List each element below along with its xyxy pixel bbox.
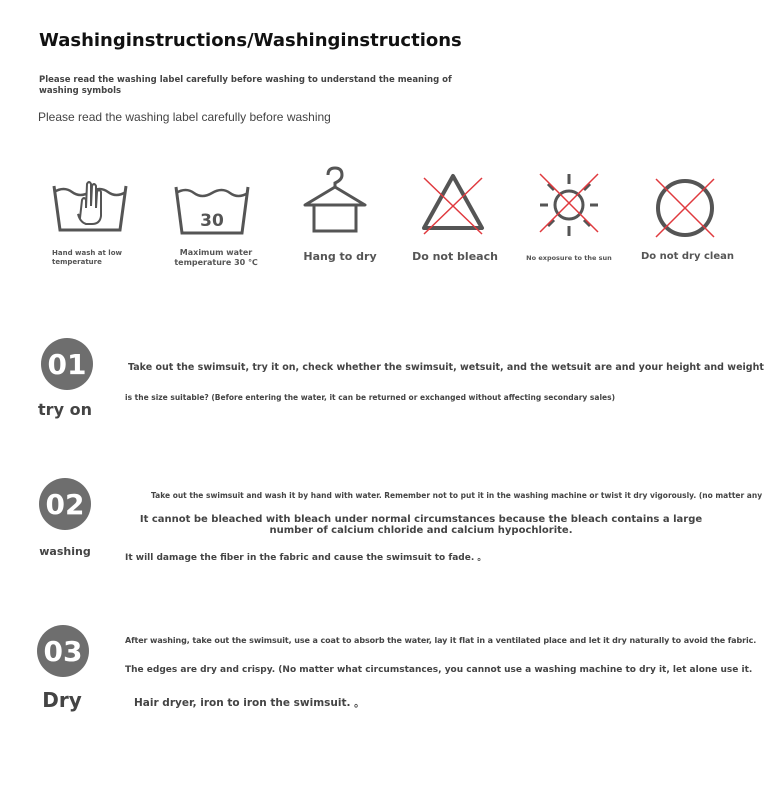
hand-wash-icon (50, 178, 130, 242)
page-subtitle: Please read the washing label carefully before washing to understand the meaning of washing symbols (39, 75, 452, 96)
step-3-line-3: Hair dryer, iron to iron the swimsuit. 。 (134, 697, 365, 709)
hand-wash-caption: Hand wash at low temperature (52, 249, 122, 266)
no-sun-caption: No exposure to the sun (526, 254, 612, 262)
step-2-line-1: Take out the swimsuit and wash it by hand with water. Remember not to put it in the washing machine or twist it dry vigorously. (no matter any (151, 491, 763, 500)
step-1-line-1: Take out the swimsuit, try it on, check whether the swimsuit, wetsuit, and the wetsuit are and your height and weight (128, 362, 764, 373)
step-1-label: try on (38, 400, 92, 419)
no-bleach-icon (420, 172, 486, 240)
page-subtitle-secondary: Please read the washing label carefully before washing (38, 110, 331, 124)
step-1-line-2: is the size suitable? (Before entering the water, it can be returned or exchanged without affecting secondary sales) (125, 393, 616, 402)
no-bleach-caption: Do not bleach (412, 250, 498, 263)
no-dry-clean-icon (652, 175, 718, 245)
max-temp-caption: Maximum water temperature 30 ℃ (174, 248, 258, 267)
step-2-line-3: It will damage the fiber in the fabric and cause the swimsuit to fade. 。 (125, 553, 487, 563)
hanger-icon (300, 165, 370, 239)
max-temp-30-icon (172, 183, 252, 245)
step-1-number: 01 (41, 338, 93, 390)
step-3-number: 03 (37, 625, 89, 677)
page-title: Washinginstructions/Washinginstructions (39, 30, 462, 51)
step-3-label: Dry (42, 688, 82, 712)
no-dry-clean-caption: Do not dry clean (641, 251, 734, 262)
step-2-line-2: It cannot be bleached with bleach under normal circumstances because the bleach contains a large number of calcium chloride and calcium hypochlorite. (139, 514, 703, 536)
step-3-line-2: The edges are dry and crispy. (No matter what circumstances, you cannot use a washing machine to dry it, let alone use it. (125, 665, 753, 675)
temp-number: 30 (200, 211, 224, 231)
hang-dry-caption: Hang to dry (303, 250, 377, 263)
step-2-number: 02 (39, 478, 91, 530)
step-2-label: washing (39, 545, 91, 558)
step-3-line-1: After washing, take out the swimsuit, use a coat to absorb the water, lay it flat in a ventilated place and let it dry naturally to avoid the fabric. (125, 636, 757, 645)
no-sun-icon (536, 170, 602, 240)
